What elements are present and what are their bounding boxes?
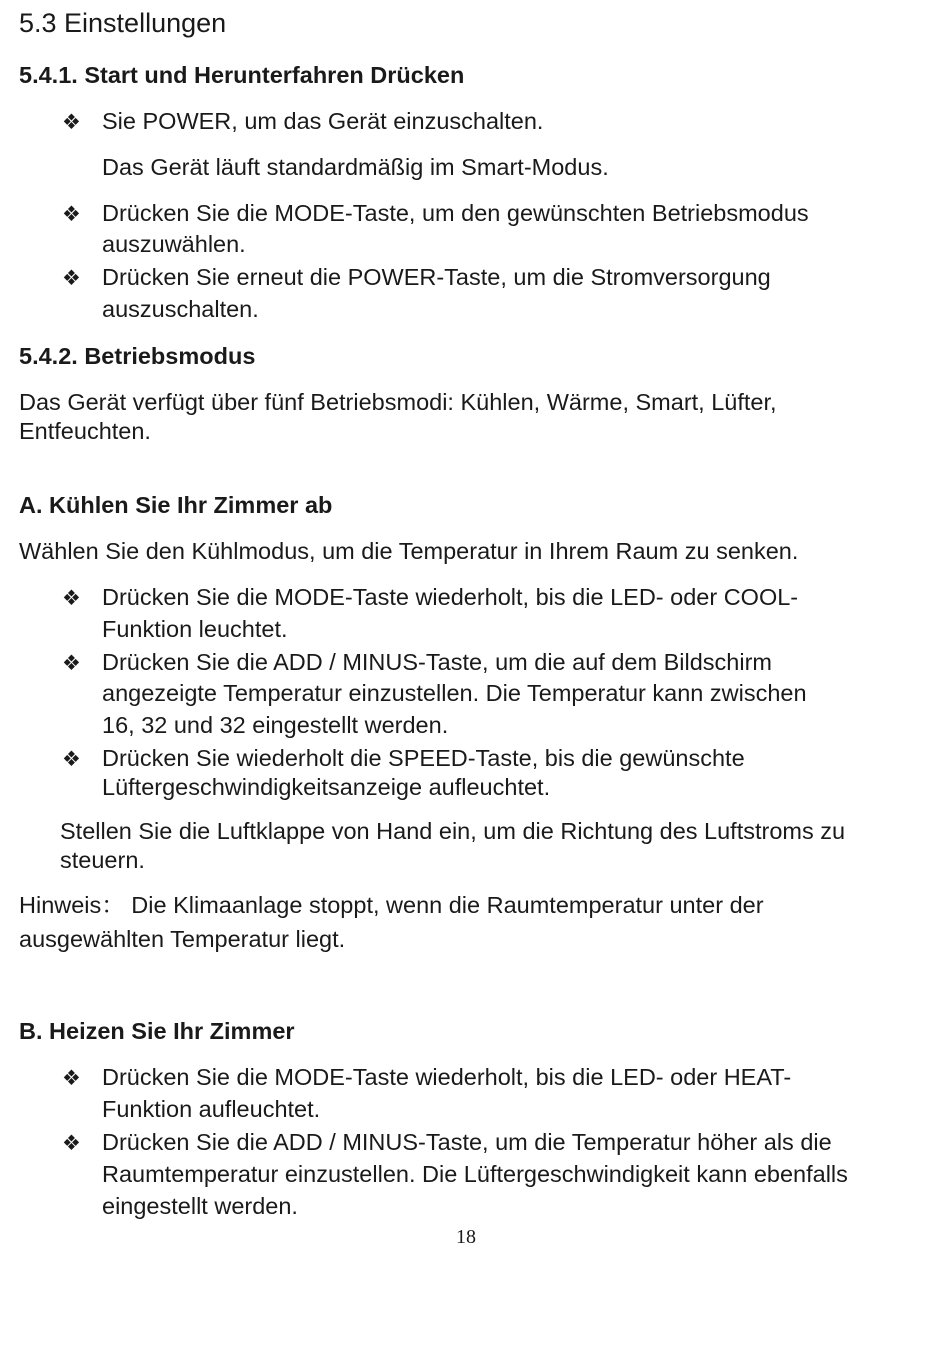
bullet-text: Sie POWER, um das Gerät einzuschalten. bbox=[102, 108, 544, 134]
bullet-icon: ❖ bbox=[62, 587, 81, 610]
paragraph: steuern. bbox=[60, 847, 145, 873]
bullet-note: Das Gerät läuft standardmäßig im Smart-Modus. bbox=[102, 154, 609, 180]
bullet-text: Drücken Sie die MODE-Taste wiederholt, bis die LED- oder COOL- bbox=[102, 584, 799, 610]
hint-text: Hinweis： Die Klimaanlage stoppt, wenn die Raumtemperatur unter der bbox=[19, 892, 764, 918]
bullet-icon: ❖ bbox=[62, 652, 81, 675]
bullet-text: Raumtemperatur einzustellen. Die Lüftergeschwindigkeit kann ebenfalls bbox=[102, 1161, 848, 1187]
paragraph: Das Gerät verfügt über fünf Betriebsmodi: Kühlen, Wärme, Smart, Lüfter, bbox=[19, 389, 777, 415]
bullet-icon: ❖ bbox=[62, 1067, 81, 1090]
bullet-text: auszuwählen. bbox=[102, 231, 246, 257]
bullet-text: Funktion leuchtet. bbox=[102, 616, 288, 642]
section-title: 5.3 Einstellungen bbox=[19, 8, 227, 38]
heading-5-4-1: 5.4.1. Start und Herunterfahren Drücken bbox=[19, 62, 465, 88]
paragraph: Stellen Sie die Luftklappe von Hand ein, um die Richtung des Luftstroms zu bbox=[60, 818, 846, 844]
bullet-text: Funktion aufleuchtet. bbox=[102, 1096, 321, 1122]
hint-text: ausgewählten Temperatur liegt. bbox=[19, 926, 346, 952]
bullet-icon: ❖ bbox=[62, 203, 81, 226]
bullet-text: angezeigte Temperatur einzustellen. Die Temperatur kann zwischen bbox=[102, 680, 807, 706]
bullet-text: Drücken Sie die MODE-Taste wiederholt, bis die LED- oder HEAT- bbox=[102, 1064, 792, 1090]
heading-section-a: A. Kühlen Sie Ihr Zimmer ab bbox=[19, 492, 333, 518]
bullet-text: Drücken Sie die ADD / MINUS-Taste, um die Temperatur höher als die bbox=[102, 1129, 832, 1155]
paragraph: Entfeuchten. bbox=[19, 418, 151, 444]
bullet-text: Drücken Sie wiederholt die SPEED-Taste, bis die gewünschte bbox=[102, 745, 745, 771]
page-number: 18 bbox=[456, 1226, 476, 1248]
heading-5-4-2: 5.4.2. Betriebsmodus bbox=[19, 343, 256, 369]
bullet-text: Drücken Sie die MODE-Taste, um den gewünschten Betriebsmodus bbox=[102, 200, 809, 226]
bullet-icon: ❖ bbox=[62, 267, 81, 290]
bullet-text: eingestellt werden. bbox=[102, 1193, 298, 1219]
bullet-text: 16, 32 und 32 eingestellt werden. bbox=[102, 712, 449, 738]
bullet-text: Lüftergeschwindigkeitsanzeige aufleuchtet. bbox=[102, 774, 551, 800]
bullet-text: auszuschalten. bbox=[102, 296, 259, 322]
heading-section-b: B. Heizen Sie Ihr Zimmer bbox=[19, 1018, 295, 1044]
bullet-text: Drücken Sie erneut die POWER-Taste, um die Stromversorgung bbox=[102, 264, 771, 290]
bullet-icon: ❖ bbox=[62, 1132, 81, 1155]
bullet-icon: ❖ bbox=[62, 748, 81, 771]
bullet-text: Drücken Sie die ADD / MINUS-Taste, um die auf dem Bildschirm bbox=[102, 649, 772, 675]
paragraph: Wählen Sie den Kühlmodus, um die Temperatur in Ihrem Raum zu senken. bbox=[19, 538, 799, 564]
bullet-icon: ❖ bbox=[62, 111, 81, 134]
